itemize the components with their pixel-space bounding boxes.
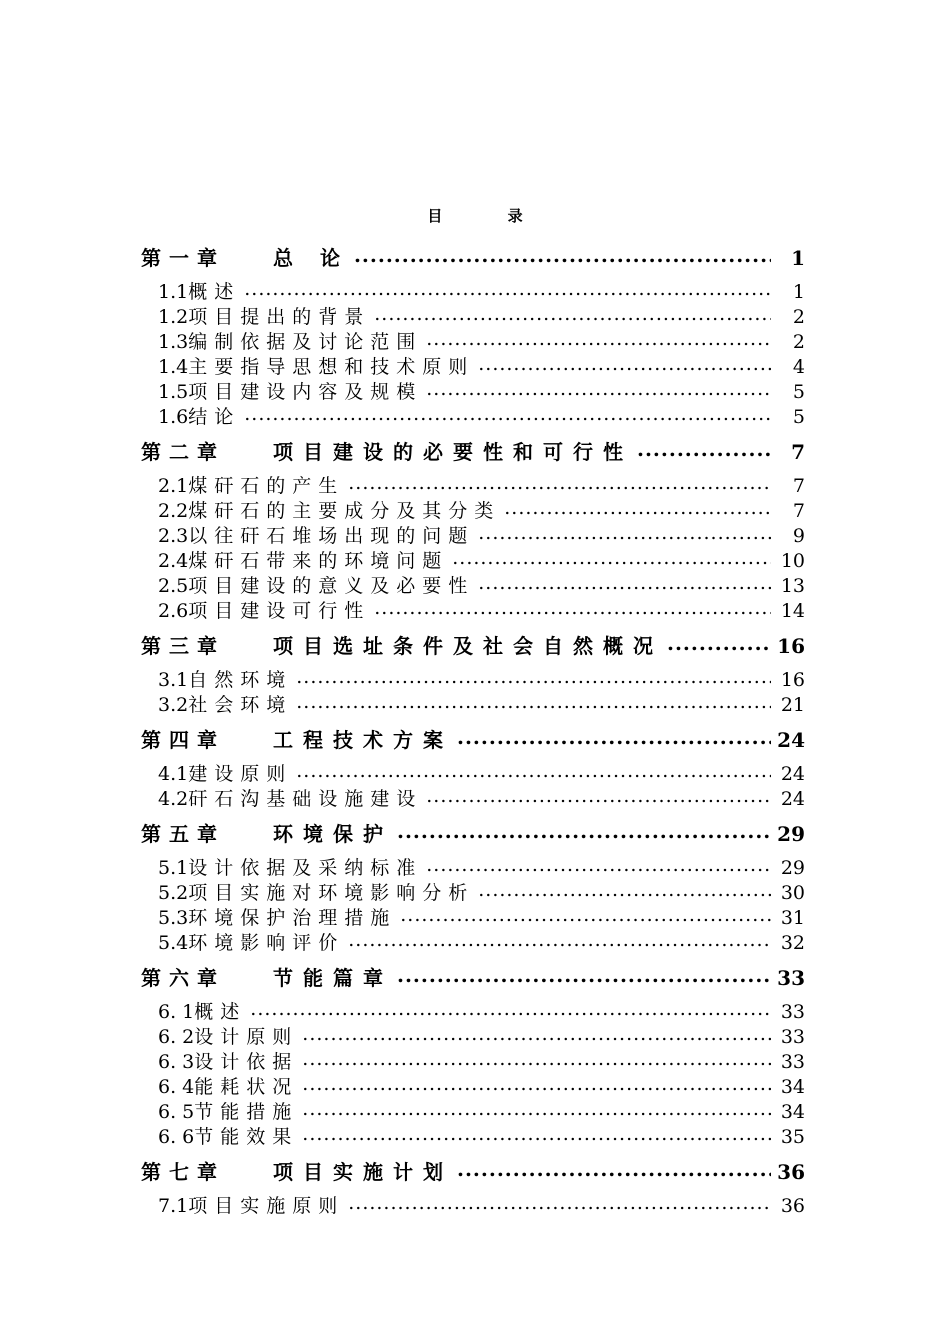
chapter-number: 第四章 <box>141 728 225 752</box>
chapter-number: 第五章 <box>141 822 225 846</box>
toc-chapter-entry[interactable] <box>141 1156 805 1186</box>
page-number: 1 <box>791 246 805 270</box>
section-title: 以往矸石堆场出现的问题 <box>188 525 475 547</box>
dot-leader <box>374 304 771 323</box>
section-title: 设计依据及采纳标准 <box>188 857 423 879</box>
chapter-number: 第三章 <box>141 634 225 658</box>
section-number: 2.6 <box>158 600 189 622</box>
toc-section-entry[interactable] <box>158 784 805 809</box>
section-number: 2.3 <box>158 525 189 547</box>
toc-section-entry[interactable] <box>158 1122 805 1147</box>
chapter-title: 环境保护 <box>273 822 393 846</box>
page-number: 32 <box>780 932 805 954</box>
section-number: 2.4 <box>158 550 189 572</box>
section-title: 能耗状况 <box>194 1076 299 1098</box>
toc-section-entry[interactable] <box>158 1191 805 1216</box>
page-number: 16 <box>780 669 805 691</box>
page-number: 5 <box>792 406 805 428</box>
chapter-title: 项目实施计划 <box>273 1160 453 1184</box>
section-number: 5.3 <box>158 907 189 929</box>
dot-leader <box>478 880 771 899</box>
toc-section-entry[interactable] <box>158 997 805 1022</box>
dot-leader <box>504 498 771 517</box>
dot-leader <box>397 821 771 841</box>
page-number: 7 <box>791 440 805 464</box>
page-number: 29 <box>780 857 805 879</box>
toc-section-entry[interactable] <box>158 352 805 377</box>
section-number: 1.1 <box>158 281 189 303</box>
dot-leader <box>244 404 771 423</box>
toc-section-entry[interactable] <box>158 759 805 784</box>
section-title: 煤矸石的主要成分及其分类 <box>188 500 501 522</box>
page-number: 7 <box>792 475 805 497</box>
toc-section-entry[interactable] <box>158 665 805 690</box>
section-title: 项目建设可行性 <box>188 600 371 622</box>
section-title: 项目建设的意义及必要性 <box>188 575 475 597</box>
dot-leader <box>400 905 771 924</box>
toc-title: 目 录 <box>427 207 553 225</box>
dot-leader <box>457 1159 771 1179</box>
section-number: 6. 3 <box>158 1051 195 1073</box>
dot-leader <box>452 548 771 567</box>
toc-section-entry[interactable] <box>158 1022 805 1047</box>
chapter-title: 节能篇章 <box>273 966 393 990</box>
page-number: 5 <box>792 381 805 403</box>
page-number: 31 <box>780 907 805 929</box>
dot-leader <box>348 930 771 949</box>
toc-section-entry[interactable] <box>158 277 805 302</box>
section-title: 概述 <box>188 281 241 303</box>
page-number: 33 <box>777 966 805 990</box>
page-number: 1 <box>792 281 805 303</box>
toc-section-entry[interactable] <box>158 928 805 953</box>
toc-section-entry[interactable] <box>158 1097 805 1122</box>
toc-section-entry[interactable] <box>158 596 805 621</box>
dot-leader <box>348 473 771 492</box>
page-number: 35 <box>780 1126 805 1148</box>
toc-chapter-entry[interactable] <box>141 436 805 466</box>
dot-leader <box>478 523 771 542</box>
chapter-number: 第二章 <box>141 440 225 464</box>
dot-leader <box>354 245 771 265</box>
section-number: 1.4 <box>158 356 189 378</box>
section-number: 1.2 <box>158 306 189 328</box>
dot-leader <box>637 439 771 459</box>
section-title: 结论 <box>188 406 241 428</box>
section-title: 自然环境 <box>188 669 293 691</box>
section-number: 3.2 <box>158 694 189 716</box>
dot-leader <box>302 1024 771 1043</box>
page-number: 33 <box>780 1026 805 1048</box>
section-title: 矸石沟基础设施建设 <box>188 788 423 810</box>
page-number: 2 <box>792 331 805 353</box>
dot-leader <box>478 573 771 592</box>
toc-section-entry[interactable] <box>158 377 805 402</box>
page-number: 2 <box>792 306 805 328</box>
section-title: 项目实施原则 <box>188 1195 345 1217</box>
section-number: 4.1 <box>158 763 189 785</box>
page-number: 13 <box>780 575 805 597</box>
section-title: 项目实施对环境影响分析 <box>188 882 475 904</box>
section-number: 6. 5 <box>158 1101 195 1123</box>
chapter-title: 项目建设的必要性和可行性 <box>273 440 633 464</box>
toc-chapter-entry[interactable] <box>141 724 805 754</box>
section-number: 1.3 <box>158 331 189 353</box>
toc-section-entry[interactable] <box>158 1072 805 1097</box>
dot-leader <box>426 786 771 805</box>
toc-section-entry[interactable] <box>158 496 805 521</box>
chapter-title: 项目选址条件及社会自然概况 <box>273 634 663 658</box>
toc-section-entry[interactable] <box>158 1047 805 1072</box>
section-number: 1.6 <box>158 406 189 428</box>
dot-leader <box>302 1124 771 1143</box>
page-number: 10 <box>780 550 805 572</box>
page-number: 16 <box>777 634 805 658</box>
section-title: 项目提出的背景 <box>188 306 371 328</box>
dot-leader <box>426 855 771 874</box>
dot-leader <box>296 761 771 780</box>
page-number: 4 <box>792 356 805 378</box>
dot-leader <box>426 329 771 348</box>
dot-leader <box>667 633 771 653</box>
dot-leader <box>426 379 771 398</box>
section-number: 2.1 <box>158 475 189 497</box>
toc-chapter-entry[interactable] <box>141 962 805 992</box>
dot-leader <box>478 354 771 373</box>
chapter-number: 第一章 <box>141 246 225 270</box>
page-number: 21 <box>780 694 805 716</box>
section-title: 建设原则 <box>188 763 293 785</box>
toc-section-entry[interactable] <box>158 402 805 427</box>
section-number: 2.5 <box>158 575 189 597</box>
section-title: 概述 <box>194 1001 247 1023</box>
toc-section-entry[interactable] <box>158 853 805 878</box>
section-title: 环境保护治理措施 <box>188 907 397 929</box>
section-title: 煤矸石的产生 <box>188 475 345 497</box>
page-number: 33 <box>780 1051 805 1073</box>
section-number: 1.5 <box>158 381 189 403</box>
page-number: 36 <box>780 1195 805 1217</box>
page-number: 24 <box>780 763 805 785</box>
toc-section-entry[interactable] <box>158 903 805 928</box>
page-number: 24 <box>780 788 805 810</box>
toc-section-entry[interactable] <box>158 878 805 903</box>
section-title: 项目建设内容及规模 <box>188 381 423 403</box>
dot-leader <box>296 667 771 686</box>
page-number: 14 <box>780 600 805 622</box>
toc-chapter-entry[interactable] <box>141 818 805 848</box>
chapter-title: 总 论 <box>273 246 350 270</box>
page-number: 7 <box>792 500 805 522</box>
page-number: 34 <box>780 1101 805 1123</box>
section-number: 5.4 <box>158 932 189 954</box>
toc-section-entry[interactable] <box>158 690 805 715</box>
toc-chapter-entry[interactable] <box>141 630 805 660</box>
section-number: 4.2 <box>158 788 189 810</box>
section-title: 设计原则 <box>194 1026 299 1048</box>
toc-section-entry[interactable] <box>158 327 805 352</box>
section-title: 节能效果 <box>194 1126 299 1148</box>
section-number: 6. 1 <box>158 1001 195 1023</box>
page-number: 30 <box>780 882 805 904</box>
dot-leader <box>244 279 771 298</box>
section-number: 3.1 <box>158 669 189 691</box>
page-number: 24 <box>777 728 805 752</box>
section-number: 7.1 <box>158 1195 189 1217</box>
dot-leader <box>296 692 771 711</box>
section-number: 6. 6 <box>158 1126 195 1148</box>
dot-leader <box>302 1074 771 1093</box>
page-number: 29 <box>777 822 805 846</box>
section-title: 社会环境 <box>188 694 293 716</box>
section-title: 主要指导思想和技术原则 <box>188 356 475 378</box>
section-number: 6. 4 <box>158 1076 195 1098</box>
section-number: 5.1 <box>158 857 189 879</box>
dot-leader <box>374 598 771 617</box>
page-number: 36 <box>777 1160 805 1184</box>
toc-section-entry[interactable] <box>158 521 805 546</box>
section-number: 5.2 <box>158 882 189 904</box>
section-title: 煤矸石带来的环境问题 <box>188 550 449 572</box>
dot-leader <box>302 1049 771 1068</box>
dot-leader <box>457 727 771 747</box>
toc-chapter-entry[interactable] <box>141 242 805 272</box>
toc-section-entry[interactable] <box>158 546 805 571</box>
dot-leader <box>302 1099 771 1118</box>
section-title: 环境影响评价 <box>188 932 345 954</box>
toc-section-entry[interactable] <box>158 302 805 327</box>
dot-leader <box>397 965 771 985</box>
section-number: 2.2 <box>158 500 189 522</box>
chapter-number: 第六章 <box>141 966 225 990</box>
page-number: 34 <box>780 1076 805 1098</box>
section-title: 编制依据及讨论范围 <box>188 331 423 353</box>
section-title: 设计依据 <box>194 1051 299 1073</box>
chapter-number: 第七章 <box>141 1160 225 1184</box>
dot-leader <box>348 1193 771 1212</box>
section-number: 6. 2 <box>158 1026 195 1048</box>
chapter-title: 工程技术方案 <box>273 728 453 752</box>
section-title: 节能措施 <box>194 1101 299 1123</box>
toc-section-entry[interactable] <box>158 571 805 596</box>
dot-leader <box>250 999 771 1018</box>
page-number: 9 <box>792 525 805 547</box>
toc-section-entry[interactable] <box>158 471 805 496</box>
page-number: 33 <box>780 1001 805 1023</box>
